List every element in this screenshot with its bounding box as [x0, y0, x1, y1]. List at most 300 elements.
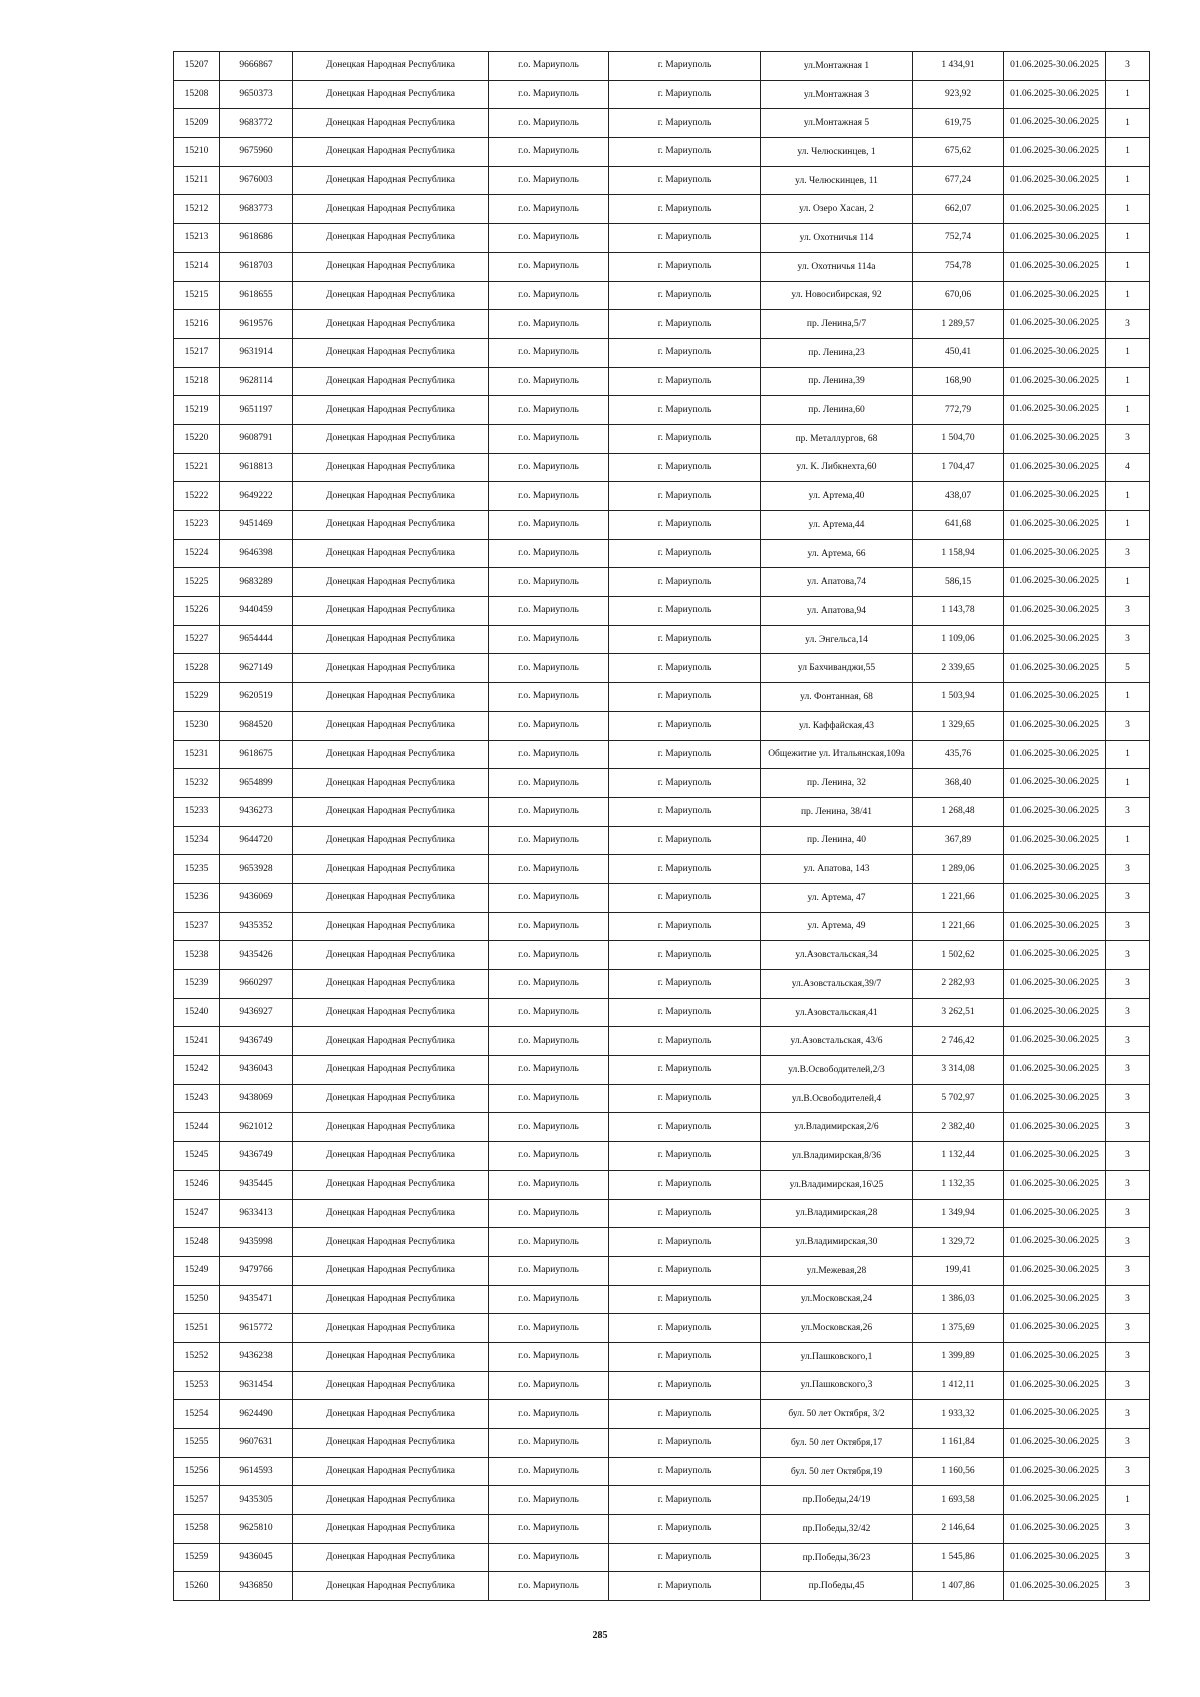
row-number-cell: 15255	[174, 1429, 220, 1458]
address-cell: пр.Победы,36/23	[761, 1543, 913, 1572]
row-number-cell: 15260	[174, 1572, 220, 1601]
object-id-cell: 9618655	[220, 281, 293, 310]
row-number-cell: 15230	[174, 711, 220, 740]
area-cell: 1 502,62	[913, 941, 1004, 970]
table-row	[174, 80, 1150, 109]
object-id-cell: 9451469	[220, 511, 293, 540]
address-cell: ул.Азовстальская,34	[761, 941, 913, 970]
area-cell: 1 434,91	[913, 52, 1004, 81]
district-cell: г.о. Мариуполь	[489, 883, 609, 912]
area-cell: 1 329,72	[913, 1228, 1004, 1257]
region-cell: Донецкая Народная Республика	[293, 1371, 489, 1400]
table-row	[174, 1228, 1150, 1257]
count-cell: 3	[1106, 1429, 1150, 1458]
address-cell: ул.Владимирская,16\25	[761, 1170, 913, 1199]
count-cell: 1	[1106, 195, 1150, 224]
region-cell: Донецкая Народная Республика	[293, 195, 489, 224]
region-cell: Донецкая Народная Республика	[293, 539, 489, 568]
table-row	[174, 1199, 1150, 1228]
object-id-cell: 9436069	[220, 883, 293, 912]
city-cell: г. Мариуполь	[609, 1486, 761, 1515]
address-cell: ул.Владимирская,28	[761, 1199, 913, 1228]
district-cell: г.о. Мариуполь	[489, 166, 609, 195]
object-id-cell: 9618813	[220, 453, 293, 482]
city-cell: г. Мариуполь	[609, 654, 761, 683]
area-cell: 1 132,35	[913, 1170, 1004, 1199]
area-cell: 1 221,66	[913, 883, 1004, 912]
area-cell: 675,62	[913, 138, 1004, 167]
row-number-cell: 15220	[174, 424, 220, 453]
count-cell: 3	[1106, 1142, 1150, 1171]
city-cell: г. Мариуполь	[609, 625, 761, 654]
area-cell: 1 221,66	[913, 912, 1004, 941]
district-cell: г.о. Мариуполь	[489, 52, 609, 81]
table-row	[174, 1342, 1150, 1371]
object-id-cell: 9608791	[220, 424, 293, 453]
object-id-cell: 9684520	[220, 711, 293, 740]
object-id-cell: 9607631	[220, 1429, 293, 1458]
city-cell: г. Мариуполь	[609, 338, 761, 367]
region-cell: Донецкая Народная Республика	[293, 883, 489, 912]
table-row	[174, 740, 1150, 769]
row-number-cell: 15237	[174, 912, 220, 941]
table-row	[174, 195, 1150, 224]
region-cell: Донецкая Народная Республика	[293, 511, 489, 540]
object-id-cell: 9654899	[220, 769, 293, 798]
address-cell: пр. Ленина,23	[761, 338, 913, 367]
row-number-cell: 15235	[174, 855, 220, 884]
city-cell: г. Мариуполь	[609, 1314, 761, 1343]
row-number-cell: 15217	[174, 338, 220, 367]
table-row	[174, 1400, 1150, 1429]
district-cell: г.о. Мариуполь	[489, 252, 609, 281]
period-cell: 01.06.2025-30.06.2025	[1004, 1142, 1106, 1171]
district-cell: г.о. Мариуполь	[489, 424, 609, 453]
address-cell: ул. Апатова,74	[761, 568, 913, 597]
city-cell: г. Мариуполь	[609, 1256, 761, 1285]
region-cell: Донецкая Народная Республика	[293, 597, 489, 626]
period-cell: 01.06.2025-30.06.2025	[1004, 769, 1106, 798]
city-cell: г. Мариуполь	[609, 1543, 761, 1572]
address-cell: ул.В.Освободителей,2/3	[761, 1056, 913, 1085]
area-cell: 1 933,32	[913, 1400, 1004, 1429]
area-cell: 1 158,94	[913, 539, 1004, 568]
city-cell: г. Мариуполь	[609, 1084, 761, 1113]
city-cell: г. Мариуполь	[609, 855, 761, 884]
count-cell: 3	[1106, 1199, 1150, 1228]
row-number-cell: 15207	[174, 52, 220, 81]
district-cell: г.о. Мариуполь	[489, 941, 609, 970]
object-id-cell: 9683772	[220, 109, 293, 138]
district-cell: г.о. Мариуполь	[489, 1142, 609, 1171]
period-cell: 01.06.2025-30.06.2025	[1004, 310, 1106, 339]
period-cell: 01.06.2025-30.06.2025	[1004, 281, 1106, 310]
object-id-cell: 9436273	[220, 797, 293, 826]
period-cell: 01.06.2025-30.06.2025	[1004, 1572, 1106, 1601]
table-row	[174, 482, 1150, 511]
row-number-cell: 15231	[174, 740, 220, 769]
region-cell: Донецкая Народная Республика	[293, 1342, 489, 1371]
address-cell: пр.Победы,45	[761, 1572, 913, 1601]
row-number-cell: 15257	[174, 1486, 220, 1515]
object-id-cell: 9436749	[220, 1142, 293, 1171]
address-cell: ул. К. Либкнехта,60	[761, 453, 913, 482]
table-row	[174, 52, 1150, 81]
address-cell: ул. Артема,44	[761, 511, 913, 540]
district-cell: г.о. Мариуполь	[489, 1371, 609, 1400]
district-cell: г.о. Мариуполь	[489, 1429, 609, 1458]
area-cell: 368,40	[913, 769, 1004, 798]
area-cell: 168,90	[913, 367, 1004, 396]
area-cell: 1 349,94	[913, 1199, 1004, 1228]
row-number-cell: 15241	[174, 1027, 220, 1056]
city-cell: г. Мариуполь	[609, 52, 761, 81]
address-cell: ул. Охотничья 114а	[761, 252, 913, 281]
object-id-cell: 9676003	[220, 166, 293, 195]
object-id-cell: 9651197	[220, 396, 293, 425]
district-cell: г.о. Мариуполь	[489, 1457, 609, 1486]
period-cell: 01.06.2025-30.06.2025	[1004, 625, 1106, 654]
region-cell: Донецкая Народная Республика	[293, 568, 489, 597]
count-cell: 3	[1106, 597, 1150, 626]
table-row	[174, 1056, 1150, 1085]
district-cell: г.о. Мариуполь	[489, 1314, 609, 1343]
period-cell: 01.06.2025-30.06.2025	[1004, 453, 1106, 482]
address-cell: ул. Артема, 66	[761, 539, 913, 568]
city-cell: г. Мариуполь	[609, 138, 761, 167]
period-cell: 01.06.2025-30.06.2025	[1004, 1486, 1106, 1515]
area-cell: 3 262,51	[913, 998, 1004, 1027]
count-cell: 3	[1106, 625, 1150, 654]
region-cell: Донецкая Народная Республика	[293, 1543, 489, 1572]
area-cell: 2 146,64	[913, 1515, 1004, 1544]
period-cell: 01.06.2025-30.06.2025	[1004, 1084, 1106, 1113]
row-number-cell: 15218	[174, 367, 220, 396]
table-row	[174, 252, 1150, 281]
city-cell: г. Мариуполь	[609, 912, 761, 941]
district-cell: г.о. Мариуполь	[489, 654, 609, 683]
count-cell: 3	[1106, 912, 1150, 941]
period-cell: 01.06.2025-30.06.2025	[1004, 683, 1106, 712]
area-cell: 2 339,65	[913, 654, 1004, 683]
area-cell: 1 545,86	[913, 1543, 1004, 1572]
period-cell: 01.06.2025-30.06.2025	[1004, 396, 1106, 425]
period-cell: 01.06.2025-30.06.2025	[1004, 1113, 1106, 1142]
period-cell: 01.06.2025-30.06.2025	[1004, 711, 1106, 740]
area-cell: 1 504,70	[913, 424, 1004, 453]
region-cell: Донецкая Народная Республика	[293, 138, 489, 167]
object-id-cell: 9436749	[220, 1027, 293, 1056]
city-cell: г. Мариуполь	[609, 511, 761, 540]
area-cell: 5 702,97	[913, 1084, 1004, 1113]
region-cell: Донецкая Народная Республика	[293, 1256, 489, 1285]
city-cell: г. Мариуполь	[609, 1199, 761, 1228]
address-cell: ул. Энгельса,14	[761, 625, 913, 654]
count-cell: 1	[1106, 338, 1150, 367]
table-row	[174, 367, 1150, 396]
row-number-cell: 15238	[174, 941, 220, 970]
row-number-cell: 15208	[174, 80, 220, 109]
period-cell: 01.06.2025-30.06.2025	[1004, 1027, 1106, 1056]
region-cell: Донецкая Народная Республика	[293, 367, 489, 396]
row-number-cell: 15211	[174, 166, 220, 195]
row-number-cell: 15214	[174, 252, 220, 281]
table-row	[174, 855, 1150, 884]
region-cell: Донецкая Народная Республика	[293, 625, 489, 654]
region-cell: Донецкая Народная Республика	[293, 453, 489, 482]
address-cell: ул.Пашковского,3	[761, 1371, 913, 1400]
address-cell: ул. Апатова,94	[761, 597, 913, 626]
row-number-cell: 15219	[174, 396, 220, 425]
row-number-cell: 15216	[174, 310, 220, 339]
object-id-cell: 9654444	[220, 625, 293, 654]
table-row	[174, 109, 1150, 138]
city-cell: г. Мариуполь	[609, 711, 761, 740]
region-cell: Донецкая Народная Республика	[293, 1228, 489, 1257]
city-cell: г. Мариуполь	[609, 1113, 761, 1142]
row-number-cell: 15212	[174, 195, 220, 224]
object-id-cell: 9436238	[220, 1342, 293, 1371]
city-cell: г. Мариуполь	[609, 883, 761, 912]
region-cell: Донецкая Народная Республика	[293, 683, 489, 712]
city-cell: г. Мариуполь	[609, 195, 761, 224]
district-cell: г.о. Мариуполь	[489, 1400, 609, 1429]
region-cell: Донецкая Народная Республика	[293, 1027, 489, 1056]
table-row	[174, 1256, 1150, 1285]
area-cell: 450,41	[913, 338, 1004, 367]
region-cell: Донецкая Народная Республика	[293, 711, 489, 740]
row-number-cell: 15254	[174, 1400, 220, 1429]
district-cell: г.о. Мариуполь	[489, 511, 609, 540]
table-row	[174, 138, 1150, 167]
row-number-cell: 15227	[174, 625, 220, 654]
address-cell: ул. Артема, 47	[761, 883, 913, 912]
period-cell: 01.06.2025-30.06.2025	[1004, 1228, 1106, 1257]
city-cell: г. Мариуполь	[609, 453, 761, 482]
district-cell: г.о. Мариуполь	[489, 1543, 609, 1572]
region-cell: Донецкая Народная Республика	[293, 826, 489, 855]
region-cell: Донецкая Народная Республика	[293, 912, 489, 941]
row-number-cell: 15210	[174, 138, 220, 167]
count-cell: 3	[1106, 1314, 1150, 1343]
table-body	[174, 52, 1150, 1601]
city-cell: г. Мариуполь	[609, 1228, 761, 1257]
object-id-cell: 9435998	[220, 1228, 293, 1257]
count-cell: 1	[1106, 1486, 1150, 1515]
table-row	[174, 711, 1150, 740]
row-number-cell: 15221	[174, 453, 220, 482]
count-cell: 3	[1106, 1056, 1150, 1085]
period-cell: 01.06.2025-30.06.2025	[1004, 52, 1106, 81]
area-cell: 923,92	[913, 80, 1004, 109]
city-cell: г. Мариуполь	[609, 1027, 761, 1056]
count-cell: 3	[1106, 1400, 1150, 1429]
address-cell: бул. 50 лет Октября,19	[761, 1457, 913, 1486]
period-cell: 01.06.2025-30.06.2025	[1004, 80, 1106, 109]
address-cell: ул. Артема,40	[761, 482, 913, 511]
region-cell: Донецкая Народная Республика	[293, 740, 489, 769]
area-cell: 1 412,11	[913, 1371, 1004, 1400]
object-id-cell: 9620519	[220, 683, 293, 712]
period-cell: 01.06.2025-30.06.2025	[1004, 740, 1106, 769]
district-cell: г.о. Мариуполь	[489, 1084, 609, 1113]
region-cell: Донецкая Народная Республика	[293, 166, 489, 195]
object-id-cell: 9683289	[220, 568, 293, 597]
region-cell: Донецкая Народная Республика	[293, 998, 489, 1027]
row-number-cell: 15232	[174, 769, 220, 798]
period-cell: 01.06.2025-30.06.2025	[1004, 482, 1106, 511]
count-cell: 3	[1106, 1572, 1150, 1601]
count-cell: 3	[1106, 711, 1150, 740]
count-cell: 3	[1106, 1228, 1150, 1257]
district-cell: г.о. Мариуполь	[489, 482, 609, 511]
row-number-cell: 15243	[174, 1084, 220, 1113]
district-cell: г.о. Мариуполь	[489, 1486, 609, 1515]
region-cell: Донецкая Народная Республика	[293, 252, 489, 281]
object-id-cell: 9615772	[220, 1314, 293, 1343]
area-cell: 641,68	[913, 511, 1004, 540]
area-cell: 1 375,69	[913, 1314, 1004, 1343]
period-cell: 01.06.2025-30.06.2025	[1004, 912, 1106, 941]
object-id-cell: 9627149	[220, 654, 293, 683]
area-cell: 752,74	[913, 224, 1004, 253]
address-cell: ул.Владимирская,8/36	[761, 1142, 913, 1171]
page-number: 285	[592, 1630, 608, 1641]
area-cell: 1 704,47	[913, 453, 1004, 482]
address-cell: бул. 50 лет Октября,17	[761, 1429, 913, 1458]
address-cell: ул.Монтажная 3	[761, 80, 913, 109]
count-cell: 1	[1106, 252, 1150, 281]
district-cell: г.о. Мариуполь	[489, 970, 609, 999]
district-cell: г.о. Мариуполь	[489, 998, 609, 1027]
count-cell: 1	[1106, 568, 1150, 597]
region-cell: Донецкая Народная Республика	[293, 482, 489, 511]
object-id-cell: 9436850	[220, 1572, 293, 1601]
period-cell: 01.06.2025-30.06.2025	[1004, 1170, 1106, 1199]
city-cell: г. Мариуполь	[609, 970, 761, 999]
region-cell: Донецкая Народная Республика	[293, 80, 489, 109]
address-cell: пр. Ленина, 40	[761, 826, 913, 855]
period-cell: 01.06.2025-30.06.2025	[1004, 424, 1106, 453]
object-id-cell: 9438069	[220, 1084, 293, 1113]
region-cell: Донецкая Народная Республика	[293, 855, 489, 884]
city-cell: г. Мариуполь	[609, 568, 761, 597]
object-id-cell: 9436045	[220, 1543, 293, 1572]
city-cell: г. Мариуполь	[609, 1371, 761, 1400]
count-cell: 3	[1106, 1371, 1150, 1400]
area-cell: 2 282,93	[913, 970, 1004, 999]
table-row	[174, 568, 1150, 597]
table-row	[174, 310, 1150, 339]
city-cell: г. Мариуполь	[609, 1142, 761, 1171]
object-id-cell: 9631914	[220, 338, 293, 367]
address-cell: ул.Азовстальская,39/7	[761, 970, 913, 999]
area-cell: 1 289,06	[913, 855, 1004, 884]
district-cell: г.о. Мариуполь	[489, 367, 609, 396]
city-cell: г. Мариуполь	[609, 740, 761, 769]
area-cell: 1 268,48	[913, 797, 1004, 826]
district-cell: г.о. Мариуполь	[489, 1285, 609, 1314]
period-cell: 01.06.2025-30.06.2025	[1004, 654, 1106, 683]
address-cell: ул. Апатова, 143	[761, 855, 913, 884]
address-cell: ул.Монтажная 5	[761, 109, 913, 138]
table-row	[174, 396, 1150, 425]
period-cell: 01.06.2025-30.06.2025	[1004, 1056, 1106, 1085]
object-id-cell: 9625810	[220, 1515, 293, 1544]
address-cell: ул.Пашковского,1	[761, 1342, 913, 1371]
count-cell: 3	[1106, 941, 1150, 970]
object-id-cell: 9440459	[220, 597, 293, 626]
address-cell: ул. Челюскинцев, 1	[761, 138, 913, 167]
district-cell: г.о. Мариуполь	[489, 138, 609, 167]
table-row	[174, 1084, 1150, 1113]
table-row	[174, 1170, 1150, 1199]
region-cell: Донецкая Народная Республика	[293, 338, 489, 367]
city-cell: г. Мариуполь	[609, 1400, 761, 1429]
table-row	[174, 797, 1150, 826]
object-id-cell: 9631454	[220, 1371, 293, 1400]
row-number-cell: 15256	[174, 1457, 220, 1486]
period-cell: 01.06.2025-30.06.2025	[1004, 855, 1106, 884]
district-cell: г.о. Мариуполь	[489, 396, 609, 425]
city-cell: г. Мариуполь	[609, 1285, 761, 1314]
district-cell: г.о. Мариуполь	[489, 1199, 609, 1228]
district-cell: г.о. Мариуполь	[489, 80, 609, 109]
object-id-cell: 9618703	[220, 252, 293, 281]
area-cell: 1 693,58	[913, 1486, 1004, 1515]
table-row	[174, 769, 1150, 798]
period-cell: 01.06.2025-30.06.2025	[1004, 1429, 1106, 1458]
area-cell: 435,76	[913, 740, 1004, 769]
period-cell: 01.06.2025-30.06.2025	[1004, 1515, 1106, 1544]
object-id-cell: 9614593	[220, 1457, 293, 1486]
table-row	[174, 998, 1150, 1027]
district-cell: г.о. Мариуполь	[489, 855, 609, 884]
address-cell: ул.В.Освободителей,4	[761, 1084, 913, 1113]
period-cell: 01.06.2025-30.06.2025	[1004, 998, 1106, 1027]
count-cell: 1	[1106, 511, 1150, 540]
table-row	[174, 654, 1150, 683]
table-row	[174, 883, 1150, 912]
table-row	[174, 1429, 1150, 1458]
period-cell: 01.06.2025-30.06.2025	[1004, 195, 1106, 224]
count-cell: 3	[1106, 539, 1150, 568]
count-cell: 3	[1106, 1027, 1150, 1056]
district-cell: г.о. Мариуполь	[489, 1056, 609, 1085]
area-cell: 1 109,06	[913, 625, 1004, 654]
table-row	[174, 826, 1150, 855]
table-row	[174, 424, 1150, 453]
period-cell: 01.06.2025-30.06.2025	[1004, 597, 1106, 626]
region-cell: Донецкая Народная Республика	[293, 1285, 489, 1314]
district-cell: г.о. Мариуполь	[489, 109, 609, 138]
period-cell: 01.06.2025-30.06.2025	[1004, 138, 1106, 167]
area-cell: 670,06	[913, 281, 1004, 310]
region-cell: Донецкая Народная Республика	[293, 1056, 489, 1085]
address-cell: пр. Ленина, 38/41	[761, 797, 913, 826]
city-cell: г. Мариуполь	[609, 252, 761, 281]
count-cell: 1	[1106, 769, 1150, 798]
area-cell: 2 746,42	[913, 1027, 1004, 1056]
address-cell: Общежитие ул. Итальянская,109а	[761, 740, 913, 769]
district-cell: г.о. Мариуполь	[489, 683, 609, 712]
address-cell: ул Бахчиванджи,55	[761, 654, 913, 683]
area-cell: 1 329,65	[913, 711, 1004, 740]
city-cell: г. Мариуполь	[609, 797, 761, 826]
region-cell: Донецкая Народная Республика	[293, 970, 489, 999]
row-number-cell: 15209	[174, 109, 220, 138]
district-cell: г.о. Мариуполь	[489, 1256, 609, 1285]
